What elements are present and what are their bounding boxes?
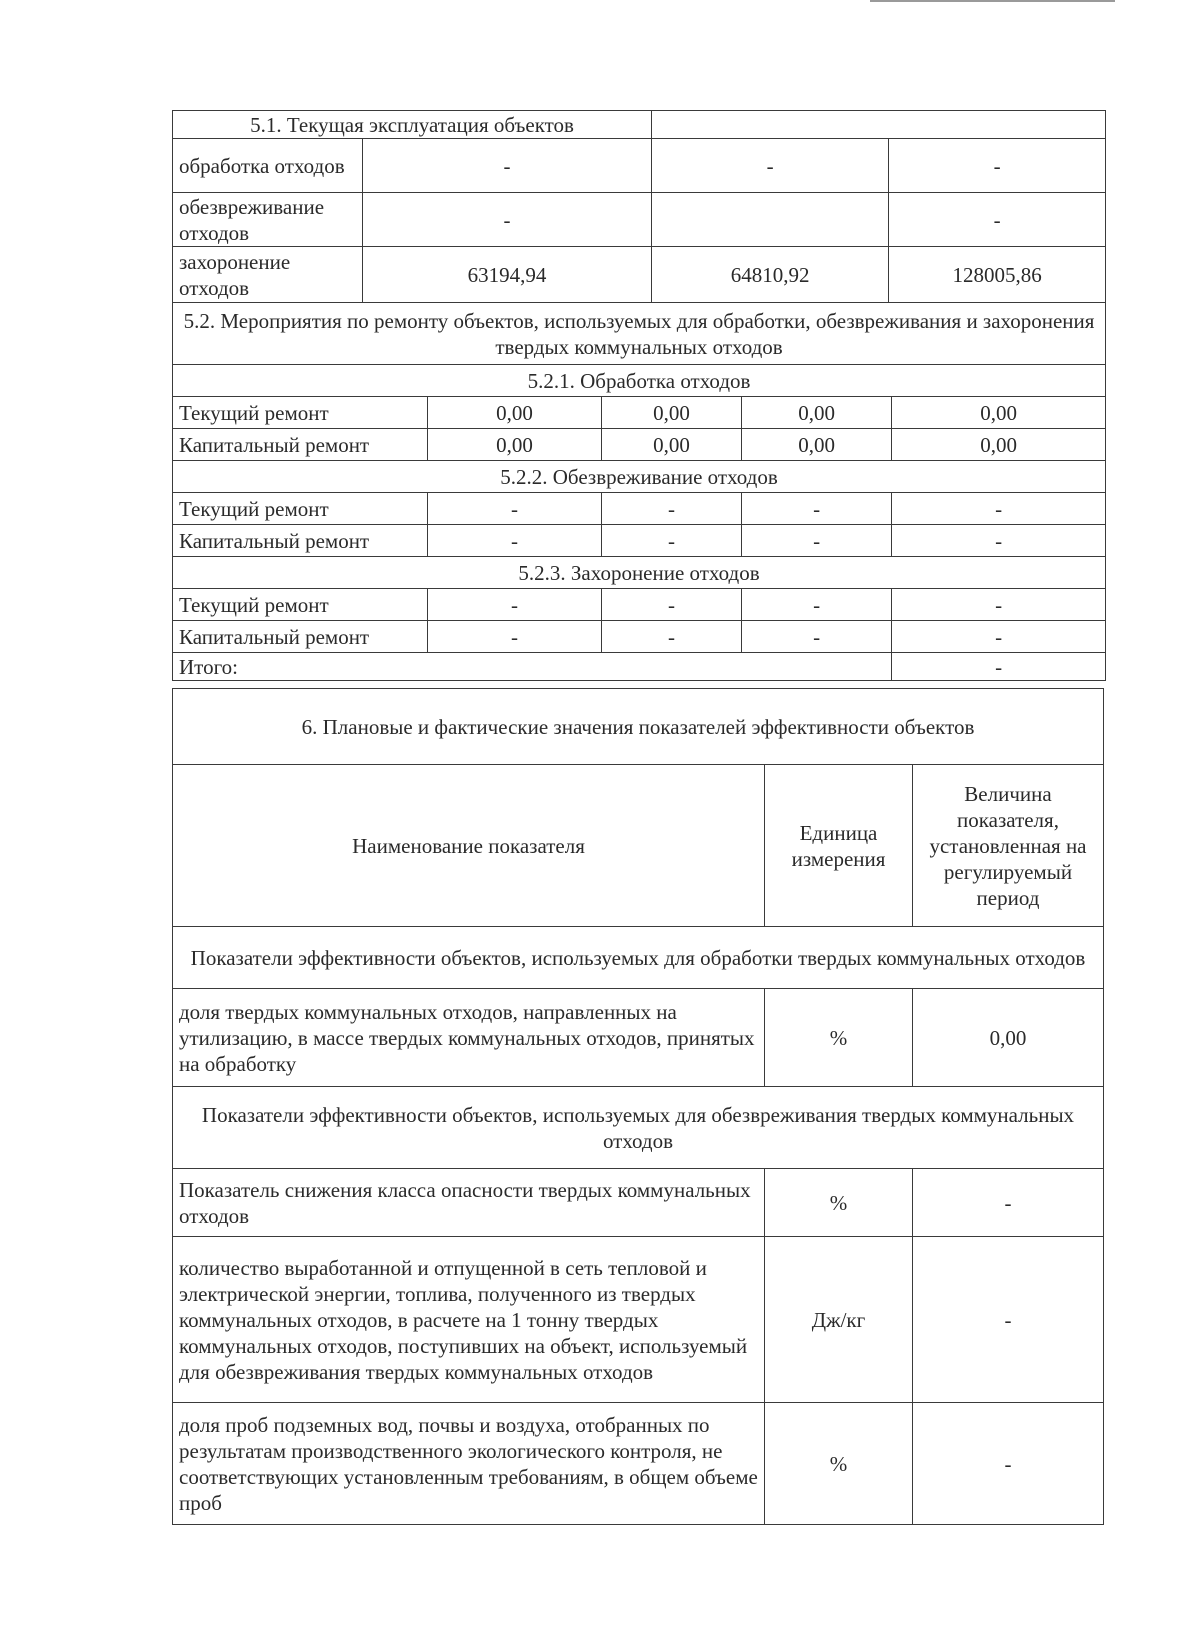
table-row: обезвреживание отходов - -: [173, 193, 1106, 247]
table-row: обработка отходов - - -: [173, 139, 1106, 193]
s522-title-row: [173, 461, 1106, 493]
operations-repair-table: [172, 110, 1106, 681]
col-header-unit: Единица измерения: [765, 765, 913, 927]
row-label: Капитальный ремонт: [173, 429, 428, 461]
total-row: [173, 653, 1106, 681]
s52-title: 5.2. Мероприятия по ремонту объектов, используемых для обработки, обезвреживания и захоронения твердых коммунальных отходов: [173, 303, 1106, 365]
row-label: захоронение отходов: [173, 247, 363, 303]
indicator-value: 0,00: [913, 989, 1104, 1087]
s523-title: 5.2.3. Захоронение отходов: [173, 557, 1106, 589]
indicator-unit: %: [765, 1403, 913, 1525]
efficiency-indicators-table: [172, 688, 1104, 1525]
s51-title: 5.1. Текущая эксплуатация объектов: [173, 111, 652, 139]
s522-title: 5.2.2. Обезвреживание отходов: [173, 461, 1106, 493]
s6-title: 6. Плановые и фактические значения показателей эффективности объектов: [173, 689, 1104, 765]
s521-title: 5.2.1. Обработка отходов: [173, 365, 1106, 397]
group1-title-row: [173, 927, 1104, 989]
table-row: Капитальный ремонт 0,00 0,00 0,00 0,00: [173, 429, 1106, 461]
row-label: обработка отходов: [173, 139, 363, 193]
row-label: Капитальный ремонт: [173, 525, 428, 557]
indicator-value: -: [913, 1237, 1104, 1403]
indicator-name: Показатель снижения класса опасности твердых коммунальных отходов: [173, 1169, 765, 1237]
total-label: Итого:: [173, 653, 892, 681]
indicator-name: количество выработанной и отпущенной в сеть тепловой и электрической энергии, топлива, полученного из твердых коммунальных отходов, в расчете на 1 тонну твердых коммунальных отходов, поступивших на объект, используемый для обезвреживания твердых коммунальных отходов: [173, 1237, 765, 1403]
table-row: [173, 1237, 1104, 1403]
indicator-value: -: [913, 1403, 1104, 1525]
s51-title-row: [173, 111, 1106, 139]
s52-title-row: [173, 303, 1106, 365]
indicator-name: доля проб подземных вод, почвы и воздуха, отобранных по результатам производственного экологического контроля, не соответствующих установленным требованиям, в общем объеме проб: [173, 1403, 765, 1525]
table-row: Капитальный ремонт - - - -: [173, 621, 1106, 653]
table-row: [173, 1403, 1104, 1525]
indicator-value: -: [913, 1169, 1104, 1237]
table-row: Текущий ремонт - - - -: [173, 589, 1106, 621]
group2-title-row: [173, 1087, 1104, 1169]
col-header-value: Величина показателя, установленная на регулируемый период: [913, 765, 1104, 927]
indicator-unit: %: [765, 1169, 913, 1237]
total-value: -: [892, 653, 1106, 681]
s523-title-row: [173, 557, 1106, 589]
indicator-name: доля твердых коммунальных отходов, направленных на утилизацию, в массе твердых коммунальных отходов, принятых на обработку: [173, 989, 765, 1087]
s6-title-row: [173, 689, 1104, 765]
col-header-name: Наименование показателя: [173, 765, 765, 927]
table-row: [173, 1169, 1104, 1237]
table-row: захоронение отходов 63194,94 64810,92 128005,86: [173, 247, 1106, 303]
table-row: Текущий ремонт 0,00 0,00 0,00 0,00: [173, 397, 1106, 429]
row-label: Текущий ремонт: [173, 589, 428, 621]
row-label: Текущий ремонт: [173, 397, 428, 429]
indicator-unit: %: [765, 989, 913, 1087]
table-row: Текущий ремонт - - - -: [173, 493, 1106, 525]
scan-edge-line: [870, 0, 1115, 2]
row-label: обезвреживание отходов: [173, 193, 363, 247]
table-row: [173, 989, 1104, 1087]
table-row: Капитальный ремонт - - - -: [173, 525, 1106, 557]
group2-title: Показатели эффективности объектов, используемых для обезвреживания твердых коммунальных отходов: [173, 1087, 1104, 1169]
group1-title: Показатели эффективности объектов, используемых для обработки твердых коммунальных отходов: [173, 927, 1104, 989]
row-label: Капитальный ремонт: [173, 621, 428, 653]
indicator-unit: Дж/кг: [765, 1237, 913, 1403]
header-row: [173, 765, 1104, 927]
row-label: Текущий ремонт: [173, 493, 428, 525]
s521-title-row: [173, 365, 1106, 397]
